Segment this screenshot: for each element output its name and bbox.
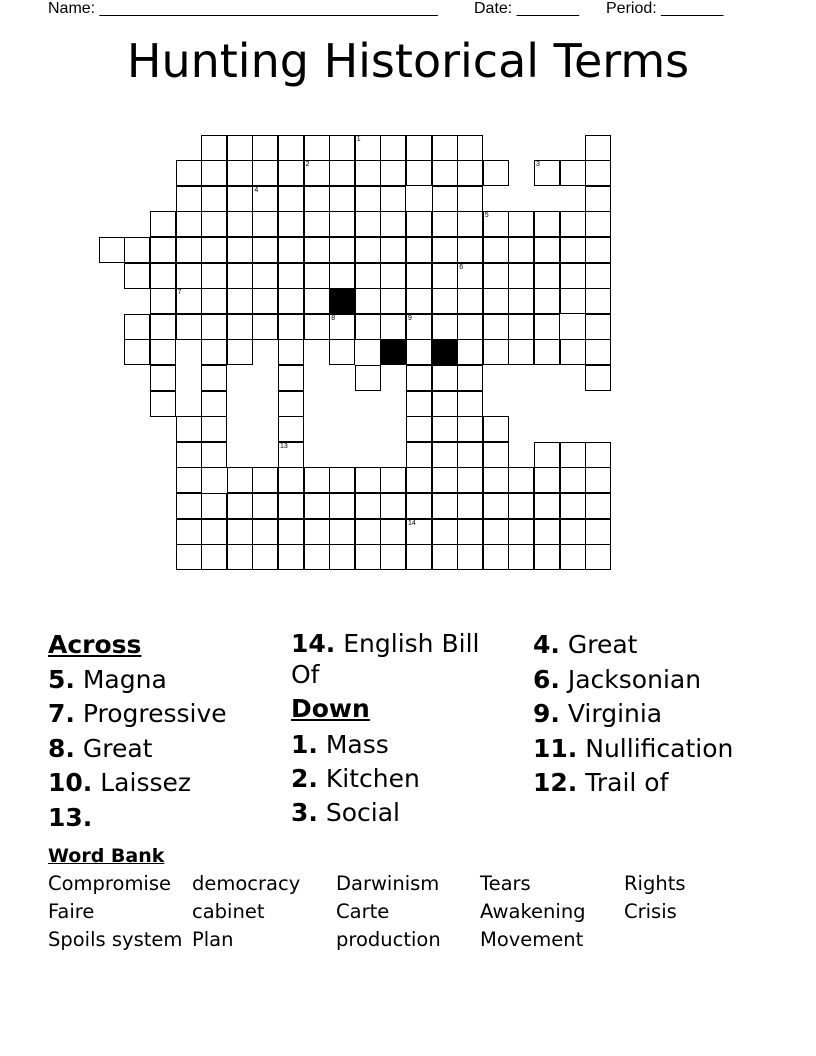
grid-cell[interactable] [355, 314, 381, 340]
grid-cell[interactable] [534, 288, 560, 314]
grid-cell[interactable] [483, 160, 509, 186]
grid-cell[interactable] [329, 339, 355, 365]
across-clue-7: 7. Progressive [48, 699, 227, 728]
grid-cell[interactable] [380, 186, 406, 212]
grid-cell[interactable] [585, 160, 611, 186]
grid-cell[interactable] [304, 211, 330, 237]
grid-cell[interactable] [304, 467, 330, 493]
grid-cell[interactable] [457, 416, 483, 442]
grid-cell[interactable] [227, 544, 253, 570]
grid-cell[interactable] [176, 416, 202, 442]
grid-cell[interactable] [304, 160, 330, 186]
grid-cell[interactable] [432, 442, 458, 468]
down-clue-4: 4. Great [533, 630, 638, 659]
down-clue-11: 11. Nullification [533, 733, 734, 763]
grid-cell[interactable] [508, 493, 534, 519]
grid-cell[interactable] [304, 314, 330, 340]
grid-cell[interactable] [457, 211, 483, 237]
grid-cell[interactable] [329, 237, 355, 263]
grid-cell[interactable] [508, 519, 534, 545]
grid-cell[interactable] [457, 288, 483, 314]
grid-cell[interactable] [406, 211, 432, 237]
grid-cell[interactable] [457, 493, 483, 519]
grid-cell[interactable] [483, 339, 509, 365]
clue-number: 3 [536, 161, 540, 169]
grid-cell[interactable] [227, 519, 253, 545]
grid-cell[interactable] [508, 288, 534, 314]
grid-cell[interactable] [406, 544, 432, 570]
grid-cell[interactable] [176, 544, 202, 570]
grid-cell[interactable] [329, 544, 355, 570]
across-clue-8: 8. Great [48, 733, 153, 763]
grid-cell[interactable] [406, 263, 432, 289]
grid-cell[interactable] [432, 519, 458, 545]
grid-cell[interactable] [355, 365, 381, 391]
grid-cell[interactable] [457, 519, 483, 545]
grid-cell[interactable] [585, 493, 611, 519]
grid-cell[interactable] [227, 263, 253, 289]
grid-cell[interactable] [278, 416, 304, 442]
grid-cell[interactable] [304, 519, 330, 545]
across-heading: Across [48, 630, 142, 659]
grid-cell[interactable] [534, 339, 560, 365]
grid-cell[interactable] [508, 544, 534, 570]
grid-cell[interactable] [252, 467, 278, 493]
grid-cell[interactable] [252, 493, 278, 519]
grid-cell[interactable] [201, 416, 227, 442]
grid-cell[interactable] [560, 339, 586, 365]
grid-cell[interactable] [227, 135, 253, 161]
grid-cell[interactable] [278, 211, 304, 237]
grid-cell[interactable] [508, 339, 534, 365]
grid-cell[interactable] [432, 186, 458, 212]
grid-cell[interactable] [201, 314, 227, 340]
grid-cell[interactable] [560, 442, 586, 468]
grid-cell[interactable] [585, 339, 611, 365]
grid-cell[interactable] [278, 391, 304, 417]
grid-cell[interactable] [483, 493, 509, 519]
grid-cell[interactable] [406, 339, 432, 365]
grid-cell[interactable] [534, 211, 560, 237]
grid-cell[interactable] [457, 314, 483, 340]
grid-cell[interactable] [406, 416, 432, 442]
grid-cell[interactable] [176, 211, 202, 237]
grid-cell[interactable] [227, 160, 253, 186]
grid-cell[interactable] [176, 493, 202, 519]
grid-cell[interactable] [201, 365, 227, 391]
grid-cell[interactable] [406, 493, 432, 519]
grid-cell[interactable] [457, 467, 483, 493]
grid-cell[interactable] [457, 365, 483, 391]
grid-cell[interactable] [355, 467, 381, 493]
grid-cell[interactable] [176, 314, 202, 340]
grid-cell[interactable] [483, 263, 509, 289]
grid-cell[interactable] [380, 493, 406, 519]
grid-cell[interactable] [432, 211, 458, 237]
grid-cell[interactable] [432, 288, 458, 314]
word-bank-item: Plan [192, 928, 234, 951]
grid-cell[interactable] [585, 467, 611, 493]
grid-cell[interactable] [508, 263, 534, 289]
grid-cell[interactable] [432, 160, 458, 186]
grid-cell[interactable] [457, 442, 483, 468]
grid-cell[interactable] [483, 416, 509, 442]
word-bank-item: Compromise [48, 872, 172, 895]
grid-cell[interactable] [483, 314, 509, 340]
grid-cell[interactable] [176, 519, 202, 545]
grid-cell[interactable] [406, 467, 432, 493]
grid-cell[interactable] [150, 237, 176, 263]
grid-cell[interactable] [355, 493, 381, 519]
grid-cell[interactable] [560, 519, 586, 545]
grid-cell[interactable] [483, 237, 509, 263]
grid-cell[interactable] [406, 391, 432, 417]
grid-cell[interactable] [432, 544, 458, 570]
grid-cell[interactable] [380, 544, 406, 570]
grid-cell[interactable] [560, 288, 586, 314]
grid-cell[interactable] [457, 263, 483, 289]
grid-cell[interactable] [124, 237, 150, 263]
grid-cell[interactable] [560, 467, 586, 493]
grid-cell[interactable] [201, 237, 227, 263]
grid-cell[interactable] [201, 339, 227, 365]
grid-cell[interactable] [508, 314, 534, 340]
grid-cell[interactable] [483, 544, 509, 570]
word-bank-item: Carte [336, 900, 390, 923]
grid-cell[interactable] [560, 160, 586, 186]
grid-cell[interactable] [201, 519, 227, 545]
word-bank-item: cabinet [192, 900, 265, 923]
grid-cell[interactable] [329, 186, 355, 212]
grid-cell[interactable] [227, 314, 253, 340]
clues-column-1 [48, 628, 280, 835]
word-bank-item: Rights [624, 872, 686, 895]
grid-cell[interactable] [406, 519, 432, 545]
down-clue-6: 6. Jacksonian [533, 664, 702, 694]
grid-cell[interactable] [150, 211, 176, 237]
name-field-label: Name: ______________________________________ [48, 0, 438, 17]
grid-cell[interactable] [560, 237, 586, 263]
clue-number: 9 [408, 314, 412, 322]
grid-cell[interactable] [483, 442, 509, 468]
grid-cell[interactable] [124, 314, 150, 340]
grid-cell[interactable] [432, 391, 458, 417]
grid-cell[interactable] [304, 135, 330, 161]
clue-number: 6 [459, 263, 464, 271]
grid-cell[interactable] [355, 544, 381, 570]
clue-number: 1 [356, 135, 361, 143]
across-clue-14: 14. English Bill Of [291, 629, 480, 689]
grid-cell[interactable] [355, 135, 381, 161]
grid-cell[interactable] [176, 467, 202, 493]
grid-cell[interactable] [278, 339, 304, 365]
grid-cell[interactable] [227, 186, 253, 212]
grid-cell[interactable] [483, 467, 509, 493]
grid-cell[interactable] [380, 263, 406, 289]
grid-cell[interactable] [457, 339, 483, 365]
grid-cell[interactable] [227, 211, 253, 237]
clue-number: 2 [305, 161, 310, 169]
grid-cell[interactable] [201, 186, 227, 212]
grid-cell[interactable] [380, 237, 406, 263]
grid-cell[interactable] [176, 237, 202, 263]
grid-cell[interactable] [585, 211, 611, 237]
word-bank-item: Spoils system [48, 928, 183, 951]
grid-cell[interactable] [252, 160, 278, 186]
grid-cell[interactable] [278, 493, 304, 519]
grid-cell[interactable] [201, 391, 227, 417]
grid-cell[interactable] [355, 519, 381, 545]
down-clue-1: 1. Mass [291, 730, 389, 759]
grid-cell[interactable] [150, 365, 176, 391]
grid-cell[interactable] [227, 339, 253, 365]
grid-cell[interactable] [176, 288, 202, 314]
down-heading: Down [291, 694, 370, 723]
grid-cell[interactable] [329, 135, 355, 161]
grid-cell[interactable] [227, 237, 253, 263]
grid-cell[interactable] [585, 442, 611, 468]
grid-cell[interactable] [432, 467, 458, 493]
grid-cell[interactable] [329, 314, 355, 340]
word-bank-item: Darwinism [336, 872, 440, 895]
grid-cell[interactable] [278, 442, 304, 468]
grid-cell[interactable] [329, 467, 355, 493]
grid-cell[interactable] [355, 288, 381, 314]
clue-number: 4 [254, 186, 259, 194]
word-bank-title: Word Bank [48, 845, 165, 867]
grid-cell[interactable] [380, 135, 406, 161]
grid-cell[interactable] [176, 263, 202, 289]
grid-cell[interactable] [278, 519, 304, 545]
grid-cell[interactable] [380, 314, 406, 340]
grid-cell[interactable] [585, 237, 611, 263]
grid-cell[interactable] [508, 467, 534, 493]
grid-cell[interactable] [406, 314, 432, 340]
grid-cell[interactable] [124, 339, 150, 365]
grid-cell[interactable] [508, 211, 534, 237]
grid-cell[interactable] [176, 160, 202, 186]
grid-cell[interactable] [278, 237, 304, 263]
grid-cell[interactable] [201, 288, 227, 314]
word-bank-item: Crisis [624, 900, 677, 923]
grid-cell[interactable] [304, 186, 330, 212]
grid-cell[interactable] [534, 467, 560, 493]
grid-cell[interactable] [406, 288, 432, 314]
grid-cell[interactable] [252, 186, 278, 212]
grid-cell[interactable] [560, 544, 586, 570]
grid-cell[interactable] [176, 186, 202, 212]
word-bank-item: Tears [480, 872, 531, 895]
grid-cell[interactable] [457, 135, 483, 161]
across-clue-10: 10. Laissez [48, 768, 191, 797]
grid-cell[interactable] [483, 211, 509, 237]
grid-cell[interactable] [201, 211, 227, 237]
grid-cell[interactable] [406, 442, 432, 468]
grid-cell[interactable] [176, 442, 202, 468]
grid-cell[interactable] [380, 288, 406, 314]
grid-cell[interactable] [585, 186, 611, 212]
grid-cell[interactable] [534, 160, 560, 186]
grid-cell[interactable] [252, 544, 278, 570]
grid-cell[interactable] [252, 288, 278, 314]
page-title: Hunting Historical Terms [126, 34, 690, 88]
grid-cell[interactable] [150, 391, 176, 417]
grid-cell[interactable] [380, 160, 406, 186]
grid-cell[interactable] [534, 493, 560, 519]
grid-cell[interactable] [304, 237, 330, 263]
grid-cell[interactable] [432, 135, 458, 161]
grid-cell[interactable] [355, 160, 381, 186]
grid-cell[interactable] [201, 160, 227, 186]
grid-cell[interactable] [380, 519, 406, 545]
grid-cell[interactable] [432, 365, 458, 391]
grid-cell[interactable] [278, 186, 304, 212]
grid-cell[interactable] [329, 160, 355, 186]
grid-cell[interactable] [304, 263, 330, 289]
grid-cell[interactable] [380, 467, 406, 493]
grid-cell[interactable] [585, 544, 611, 570]
grid-cell[interactable] [457, 391, 483, 417]
across-clue-13: 13. [48, 802, 93, 832]
across-clue-5: 5. Magna [48, 664, 167, 694]
grid-cell[interactable] [406, 160, 432, 186]
black-square [432, 339, 458, 365]
clue-number: 13 [280, 442, 288, 450]
grid-cell[interactable] [252, 314, 278, 340]
grid-cell[interactable] [380, 211, 406, 237]
grid-cell[interactable] [99, 237, 125, 263]
grid-cell[interactable] [585, 135, 611, 161]
grid-cell[interactable] [534, 442, 560, 468]
grid-cell[interactable] [150, 339, 176, 365]
down-clue-9: 9. Virginia [533, 699, 663, 728]
clue-number: 5 [484, 212, 489, 220]
word-bank-item: Faire [48, 900, 95, 923]
grid-cell[interactable] [534, 544, 560, 570]
grid-cell[interactable] [406, 237, 432, 263]
grid-cell[interactable] [432, 493, 458, 519]
clues-column-3 [533, 628, 773, 801]
grid-cell[interactable] [201, 263, 227, 289]
black-square [380, 339, 406, 365]
grid-cell[interactable] [483, 519, 509, 545]
grid-cell[interactable] [252, 237, 278, 263]
grid-cell[interactable] [329, 493, 355, 519]
period-field-label: Period: _______ [606, 0, 724, 17]
grid-cell[interactable] [534, 237, 560, 263]
grid-cell[interactable] [278, 135, 304, 161]
grid-cell[interactable] [304, 493, 330, 519]
grid-cell[interactable] [278, 160, 304, 186]
grid-cell[interactable] [406, 365, 432, 391]
grid-cell[interactable] [483, 288, 509, 314]
grid-cell[interactable] [227, 493, 253, 519]
grid-cell[interactable] [534, 314, 560, 340]
grid-cell[interactable] [534, 263, 560, 289]
down-clue-2: 2. Kitchen [291, 764, 420, 793]
grid-cell[interactable] [227, 467, 253, 493]
grid-cell[interactable] [278, 288, 304, 314]
grid-cell[interactable] [534, 519, 560, 545]
grid-cell[interactable] [457, 237, 483, 263]
grid-cell[interactable] [150, 263, 176, 289]
clues-column-2 [291, 628, 491, 830]
down-clue-12: 12. Trail of [533, 768, 669, 797]
grid-cell[interactable] [150, 288, 176, 314]
date-field-label: Date: _______ [474, 0, 579, 17]
grid-cell[interactable] [585, 263, 611, 289]
grid-cell[interactable] [278, 544, 304, 570]
grid-cell[interactable] [124, 263, 150, 289]
grid-cell[interactable] [457, 186, 483, 212]
grid-cell[interactable] [457, 544, 483, 570]
grid-cell[interactable] [585, 519, 611, 545]
grid-cell[interactable] [560, 263, 586, 289]
grid-cell[interactable] [278, 314, 304, 340]
grid-cell[interactable] [329, 519, 355, 545]
grid-cell[interactable] [432, 314, 458, 340]
grid-cell[interactable] [150, 314, 176, 340]
clue-number: 8 [331, 314, 336, 322]
grid-cell[interactable] [585, 365, 611, 391]
grid-cell[interactable] [355, 237, 381, 263]
grid-cell[interactable] [585, 314, 611, 340]
down-clue-3: 3. Social [291, 798, 400, 827]
grid-cell[interactable] [432, 237, 458, 263]
grid-cell[interactable] [227, 288, 253, 314]
word-bank-item: democracy [192, 872, 301, 895]
clue-number: 7 [177, 289, 182, 297]
word-bank-item: Movement [480, 928, 584, 951]
grid-cell[interactable] [278, 263, 304, 289]
grid-cell[interactable] [508, 237, 534, 263]
grid-cell[interactable] [252, 211, 278, 237]
grid-cell[interactable] [201, 544, 227, 570]
grid-cell[interactable] [432, 416, 458, 442]
grid-cell[interactable] [355, 263, 381, 289]
grid-cell[interactable] [201, 135, 227, 161]
grid-cell[interactable] [432, 263, 458, 289]
grid-cell[interactable] [560, 211, 586, 237]
grid-cell[interactable] [278, 365, 304, 391]
grid-cell[interactable] [355, 186, 381, 212]
black-square [329, 288, 355, 314]
grid-cell[interactable] [585, 288, 611, 314]
clue-number: 14 [408, 519, 416, 527]
word-bank-item: production [336, 928, 441, 951]
grid-cell[interactable] [201, 493, 227, 519]
grid-cell[interactable] [304, 544, 330, 570]
grid-cell[interactable] [406, 135, 432, 161]
grid-cell[interactable] [329, 211, 355, 237]
word-bank-item: Awakening [480, 900, 586, 923]
grid-cell[interactable] [252, 135, 278, 161]
grid-cell[interactable] [329, 263, 355, 289]
grid-cell[interactable] [252, 263, 278, 289]
grid-cell[interactable] [201, 442, 227, 468]
grid-cell[interactable] [355, 211, 381, 237]
grid-cell[interactable] [304, 288, 330, 314]
grid-cell[interactable] [278, 467, 304, 493]
grid-cell[interactable] [457, 160, 483, 186]
grid-cell[interactable] [560, 493, 586, 519]
grid-cell[interactable] [252, 519, 278, 545]
